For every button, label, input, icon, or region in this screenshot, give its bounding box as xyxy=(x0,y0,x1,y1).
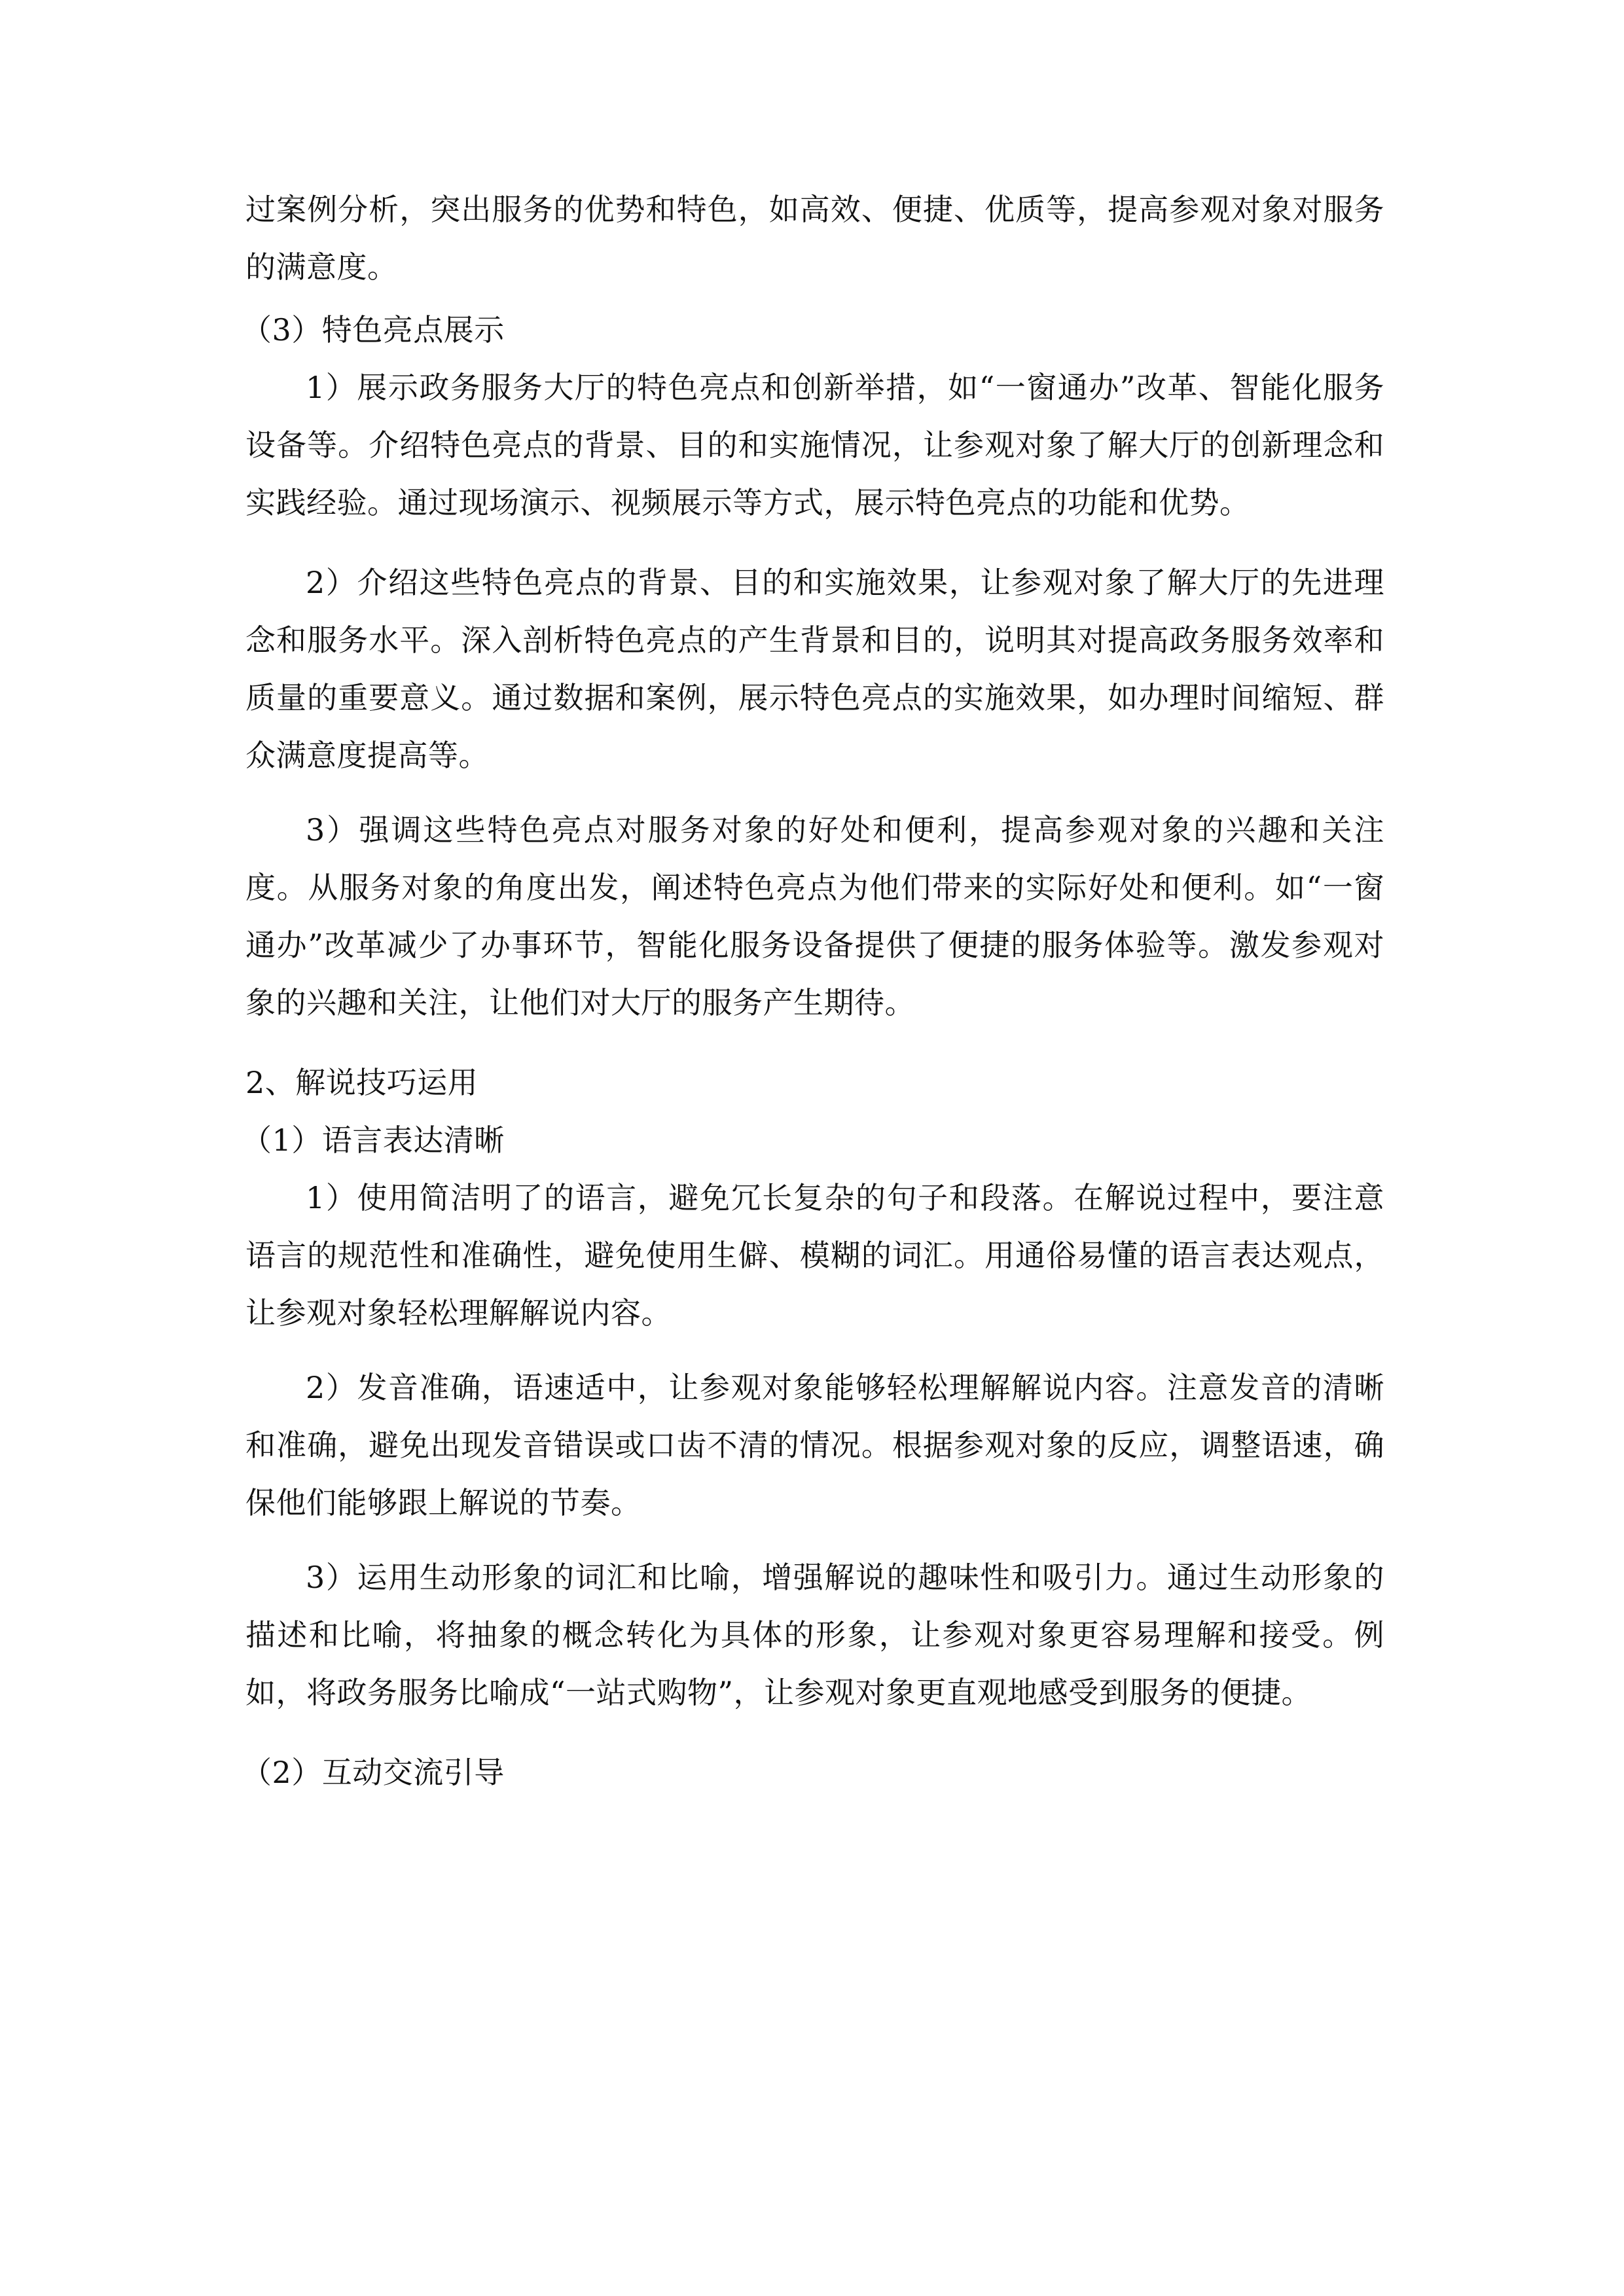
paragraph-language-2: 2）发音准确，语速适中，让参观对象能够轻松理解解说内容。注意发音的清晰和准确，避免出现发音错误或口齿不清的情况。根据参观对象的反应，调整语速，确保他们能够跟上解说的节奏。 xyxy=(245,1370,1384,1520)
paragraph-highlight-3: 3）强调这些特色亮点对服务对象的好处和便利，提高参观对象的兴趣和关注度。从服务对象的角度出发，阐述特色亮点为他们带来的实际好处和便利。如“一窗通办”改革减少了办事环节，智能化服务设备提供了便捷的服务体验等。激发参观对象的兴趣和关注，让他们对大厅的服务产生期待。 xyxy=(245,812,1384,1020)
subheading-feature-highlights: （3）特色亮点展示 xyxy=(242,312,505,348)
paragraph-highlight-1: 1）展示政务服务大厅的特色亮点和创新举措，如“一窗通办”改革、智能化服务设备等。介绍特色亮点的背景、目的和实施情况，让参观对象了解大厅的创新理念和实践经验。通过现场演示、视频展示等方式，展示特色亮点的功能和优势。 xyxy=(245,370,1384,520)
subheading-clear-language: （1）语言表达清晰 xyxy=(242,1122,505,1158)
subheading-interaction-guidance: （2）互动交流引导 xyxy=(242,1755,505,1790)
section-heading-narration-skills: 2、解说技巧运用 xyxy=(245,1065,478,1100)
document-body xyxy=(242,181,1384,1801)
paragraph-language-3: 3）运用生动形象的词汇和比喻，增强解说的趣味性和吸引力。通过生动形象的描述和比喻，将抽象的概念转化为具体的形象，让参观对象更容易理解和接受。例如，将政务服务比喻成“一站式购物”，让参观对象更直观地感受到服务的便捷。 xyxy=(245,1560,1384,1710)
paragraph-language-1: 1）使用简洁明了的语言，避免冗长复杂的句子和段落。在解说过程中，要注意语言的规范性和准确性，避免使用生僻、模糊的词汇。用通俗易懂的语言表达观点，让参观对象轻松理解解说内容。 xyxy=(245,1180,1384,1331)
paragraph-highlight-2: 2）介绍这些特色亮点的背景、目的和实施效果，让参观对象了解大厅的先进理念和服务水平。深入剖析特色亮点的产生背景和目的，说明其对提高政务服务效率和质量的重要意义。通过数据和案例，展示特色亮点的实施效果，如办理时间缩短、群众满意度提高等。 xyxy=(245,565,1384,773)
paragraph-continuation: 过案例分析，突出服务的优势和特色，如高效、便捷、优质等，提高参观对象对服务的满意度。 xyxy=(245,192,1384,285)
